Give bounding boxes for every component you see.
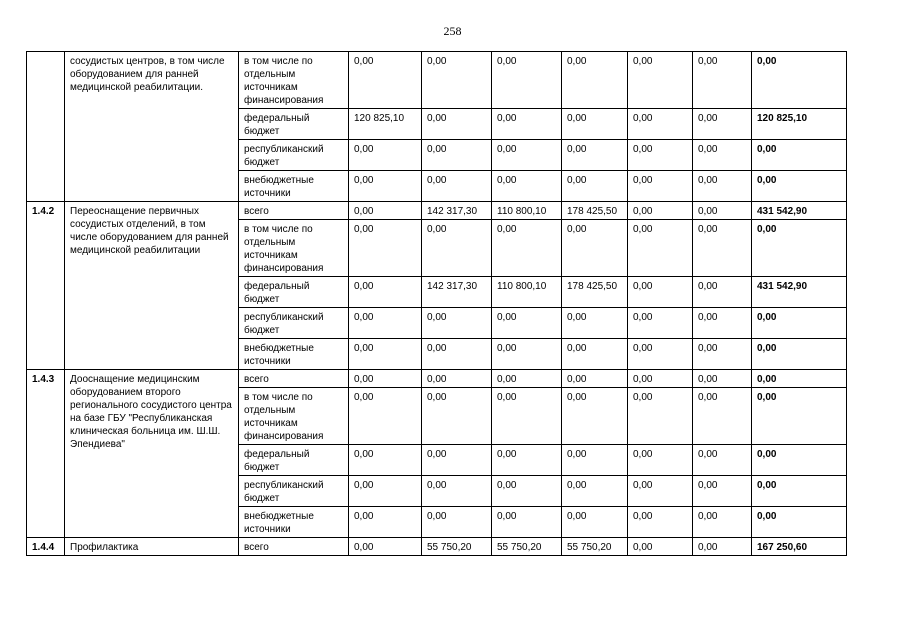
funding-source: внебюджетные источники <box>239 171 349 202</box>
funding-source: всего <box>239 370 349 388</box>
value-cell: 0,00 <box>628 370 693 388</box>
total-cell: 0,00 <box>752 507 847 538</box>
value-cell: 0,00 <box>562 171 628 202</box>
value-cell: 178 425,50 <box>562 202 628 220</box>
value-cell: 0,00 <box>492 109 562 140</box>
value-cell: 0,00 <box>693 140 752 171</box>
value-cell: 0,00 <box>492 476 562 507</box>
total-cell: 431 542,90 <box>752 202 847 220</box>
total-cell: 0,00 <box>752 388 847 445</box>
item-code: 1.4.3 <box>27 370 65 538</box>
value-cell: 0,00 <box>422 339 492 370</box>
total-cell: 0,00 <box>752 445 847 476</box>
total-cell: 0,00 <box>752 220 847 277</box>
table-row <box>27 370 847 388</box>
value-cell: 0,00 <box>693 171 752 202</box>
value-cell: 0,00 <box>349 140 422 171</box>
value-cell: 0,00 <box>693 109 752 140</box>
value-cell: 110 800,10 <box>492 202 562 220</box>
total-cell: 0,00 <box>752 476 847 507</box>
value-cell: 0,00 <box>693 220 752 277</box>
value-cell: 0,00 <box>562 370 628 388</box>
value-cell: 0,00 <box>349 339 422 370</box>
value-cell: 0,00 <box>349 370 422 388</box>
value-cell: 0,00 <box>492 370 562 388</box>
value-cell: 0,00 <box>628 388 693 445</box>
value-cell: 0,00 <box>422 220 492 277</box>
value-cell: 0,00 <box>693 339 752 370</box>
funding-source: внебюджетные источники <box>239 339 349 370</box>
value-cell: 0,00 <box>422 507 492 538</box>
value-cell: 0,00 <box>562 220 628 277</box>
value-cell: 0,00 <box>628 308 693 339</box>
value-cell: 0,00 <box>693 507 752 538</box>
value-cell: 0,00 <box>628 109 693 140</box>
funding-source: федеральный бюджет <box>239 277 349 308</box>
total-cell: 120 825,10 <box>752 109 847 140</box>
value-cell: 55 750,20 <box>562 538 628 556</box>
table-row <box>27 52 847 109</box>
value-cell: 0,00 <box>693 308 752 339</box>
value-cell: 0,00 <box>562 388 628 445</box>
value-cell: 0,00 <box>349 52 422 109</box>
value-cell: 0,00 <box>693 476 752 507</box>
value-cell: 0,00 <box>562 140 628 171</box>
total-cell: 0,00 <box>752 171 847 202</box>
funding-source: республиканский бюджет <box>239 140 349 171</box>
value-cell: 0,00 <box>422 109 492 140</box>
value-cell: 55 750,20 <box>422 538 492 556</box>
funding-source: в том числе по отдельным источникам финансирования <box>239 52 349 109</box>
item-name: Дооснащение медицинским оборудованием второго регионального сосудистого центра на базе ГБУ "Республиканская клиническая больница им. Ш.Ш. Эпендиева" <box>65 370 239 538</box>
item-name: Переоснащение первичных сосудистых отделений, в том числе оборудованием для ранней медицинской реабилитации <box>65 202 239 370</box>
value-cell: 0,00 <box>349 308 422 339</box>
value-cell: 0,00 <box>492 445 562 476</box>
value-cell: 0,00 <box>562 445 628 476</box>
value-cell: 0,00 <box>693 370 752 388</box>
funding-source: внебюджетные источники <box>239 507 349 538</box>
value-cell: 0,00 <box>349 202 422 220</box>
value-cell: 0,00 <box>349 220 422 277</box>
value-cell: 0,00 <box>422 308 492 339</box>
funding-source: республиканский бюджет <box>239 308 349 339</box>
value-cell: 120 825,10 <box>349 109 422 140</box>
value-cell: 0,00 <box>628 507 693 538</box>
value-cell: 0,00 <box>492 171 562 202</box>
value-cell: 0,00 <box>349 476 422 507</box>
funding-source: в том числе по отдельным источникам финансирования <box>239 220 349 277</box>
value-cell: 0,00 <box>693 277 752 308</box>
value-cell: 178 425,50 <box>562 277 628 308</box>
value-cell: 0,00 <box>628 220 693 277</box>
value-cell: 0,00 <box>693 445 752 476</box>
item-code: 1.4.2 <box>27 202 65 370</box>
total-cell: 0,00 <box>752 140 847 171</box>
page-number: 258 <box>443 24 462 38</box>
item-code: 1.4.4 <box>27 538 65 556</box>
value-cell: 0,00 <box>628 202 693 220</box>
value-cell: 0,00 <box>693 202 752 220</box>
value-cell: 0,00 <box>562 109 628 140</box>
value-cell: 0,00 <box>349 538 422 556</box>
funding-source: всего <box>239 538 349 556</box>
value-cell: 0,00 <box>349 445 422 476</box>
value-cell: 0,00 <box>492 388 562 445</box>
funding-source: федеральный бюджет <box>239 445 349 476</box>
value-cell: 0,00 <box>628 476 693 507</box>
value-cell: 0,00 <box>422 476 492 507</box>
total-cell: 0,00 <box>752 52 847 109</box>
total-cell: 0,00 <box>752 308 847 339</box>
table-row <box>27 202 847 220</box>
value-cell: 0,00 <box>628 140 693 171</box>
value-cell: 0,00 <box>349 277 422 308</box>
value-cell: 0,00 <box>628 538 693 556</box>
value-cell: 0,00 <box>628 339 693 370</box>
item-name: сосудистых центров, в том числе оборудованием для ранней медицинской реабилитации. <box>65 52 239 202</box>
value-cell: 0,00 <box>492 339 562 370</box>
item-name: Профилактика <box>65 538 239 556</box>
value-cell: 0,00 <box>422 52 492 109</box>
value-cell: 0,00 <box>628 171 693 202</box>
value-cell: 0,00 <box>562 507 628 538</box>
value-cell: 0,00 <box>422 388 492 445</box>
value-cell: 0,00 <box>422 171 492 202</box>
funding-source: в том числе по отдельным источникам финансирования <box>239 388 349 445</box>
value-cell: 0,00 <box>422 140 492 171</box>
total-cell: 0,00 <box>752 339 847 370</box>
value-cell: 0,00 <box>422 370 492 388</box>
budget-table <box>26 51 847 556</box>
value-cell: 0,00 <box>349 171 422 202</box>
value-cell: 0,00 <box>693 52 752 109</box>
table-row <box>27 538 847 556</box>
total-cell: 431 542,90 <box>752 277 847 308</box>
value-cell: 0,00 <box>562 339 628 370</box>
value-cell: 0,00 <box>422 445 492 476</box>
value-cell: 0,00 <box>562 52 628 109</box>
value-cell: 0,00 <box>562 308 628 339</box>
value-cell: 0,00 <box>349 507 422 538</box>
value-cell: 0,00 <box>628 277 693 308</box>
value-cell: 0,00 <box>628 52 693 109</box>
value-cell: 0,00 <box>492 308 562 339</box>
value-cell: 0,00 <box>492 52 562 109</box>
value-cell: 0,00 <box>562 476 628 507</box>
value-cell: 0,00 <box>492 507 562 538</box>
value-cell: 0,00 <box>693 538 752 556</box>
funding-source: республиканский бюджет <box>239 476 349 507</box>
total-cell: 167 250,60 <box>752 538 847 556</box>
value-cell: 0,00 <box>628 445 693 476</box>
value-cell: 142 317,30 <box>422 202 492 220</box>
item-code <box>27 52 65 202</box>
value-cell: 0,00 <box>693 388 752 445</box>
value-cell: 0,00 <box>349 388 422 445</box>
value-cell: 142 317,30 <box>422 277 492 308</box>
value-cell: 0,00 <box>492 140 562 171</box>
funding-source: федеральный бюджет <box>239 109 349 140</box>
total-cell: 0,00 <box>752 370 847 388</box>
funding-source: всего <box>239 202 349 220</box>
value-cell: 55 750,20 <box>492 538 562 556</box>
value-cell: 110 800,10 <box>492 277 562 308</box>
value-cell: 0,00 <box>492 220 562 277</box>
